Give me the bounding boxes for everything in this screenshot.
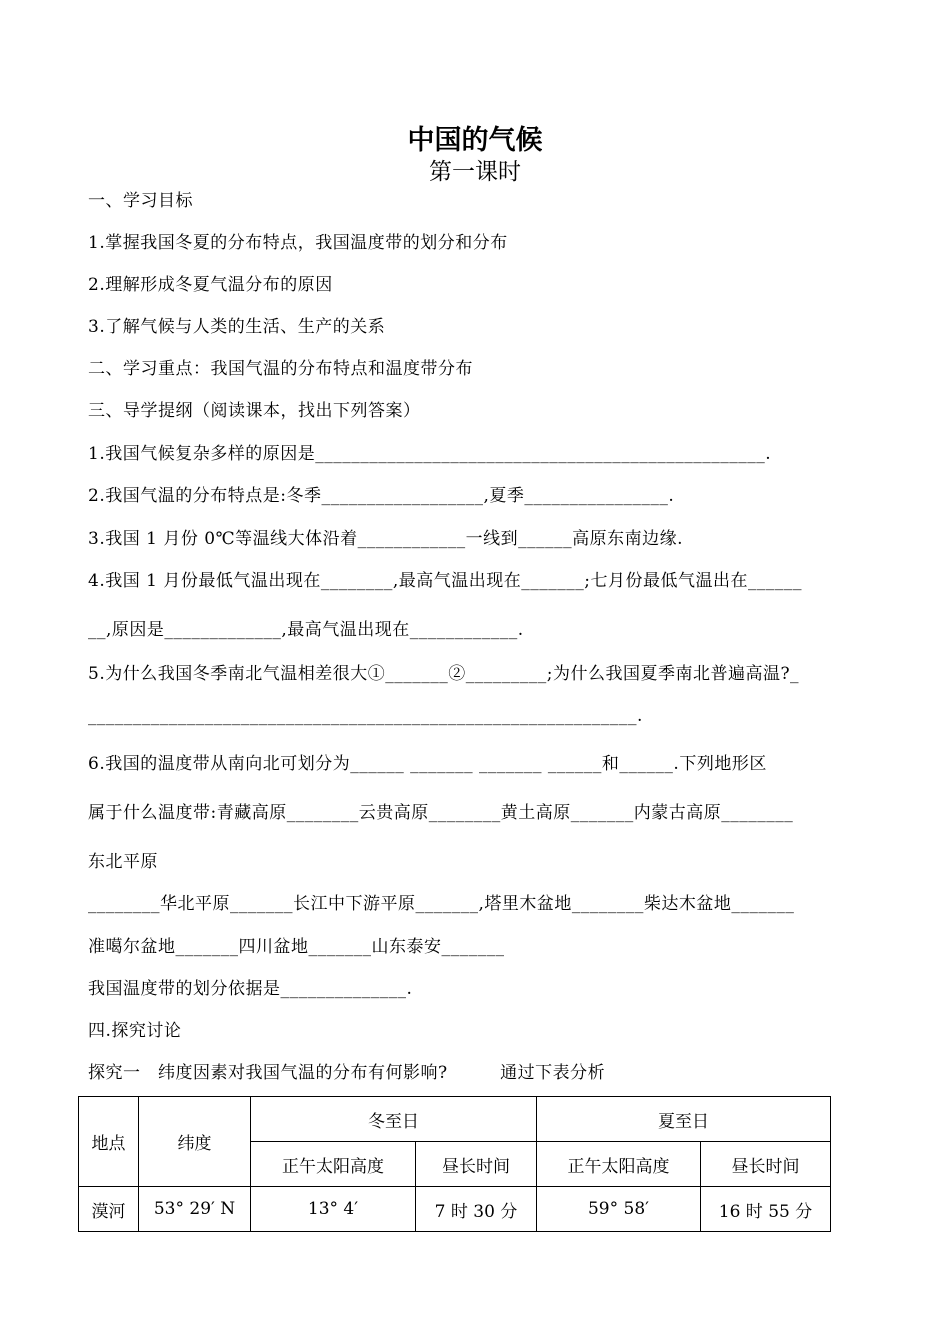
question-6-line-1: 6.我国的温度带从南向北可划分为______ _______ _______ ______和______.下列地形区: [88, 754, 767, 774]
inquiry-1-prompt: 探究一 纬度因素对我国气温的分布有何影响? 通过下表分析: [88, 1063, 606, 1083]
section-heading-discussion: 四.探究讨论: [88, 1021, 182, 1041]
question-6-line-4: ________华北平原_______长江中下游平原_______,塔里木盆地________柴达木盆地_______: [88, 894, 795, 914]
cell-latitude: 53° 29′ N: [139, 1187, 251, 1232]
header-summer-solstice: 夏至日: [537, 1097, 831, 1142]
question-1: 1.我国气候复杂多样的原因是__________________________________________________.: [88, 444, 772, 464]
solar-data-table: [78, 1096, 831, 1232]
question-4-line-2: __,原因是_____________,最高气温出现在____________.: [88, 620, 524, 640]
cell-winter-noon-sun: 13° 4′: [251, 1187, 416, 1232]
section-heading-outline: 三、导学提纲（阅读课本，找出下列答案）: [88, 401, 421, 421]
page-title: 中国的气候: [407, 125, 543, 156]
question-6-line-2: 属于什么温度带:青藏高原________云贵高原________黄土高原_______内蒙古高原________: [88, 803, 794, 823]
objective-3: 3.了解气候与人类的生活、生产的关系: [88, 317, 386, 337]
header-winter-noon-sun-angle: 正午太阳高度: [251, 1142, 416, 1187]
table-row: [79, 1187, 831, 1232]
cell-summer-daylight: 16 时 55 分: [701, 1187, 831, 1232]
header-summer-daylight: 昼长时间: [701, 1142, 831, 1187]
header-winter-solstice: 冬至日: [251, 1097, 537, 1142]
question-5-line-2: _____________________________________________________________.: [88, 706, 643, 726]
header-winter-daylight: 昼长时间: [416, 1142, 537, 1187]
section-heading-objectives: 一、学习目标: [88, 191, 193, 211]
cell-location: 漠河: [79, 1187, 139, 1232]
cell-summer-noon-sun: 59° 58′: [537, 1187, 701, 1232]
objective-2: 2.理解形成冬夏气温分布的原因: [88, 275, 333, 295]
header-latitude: 纬度: [139, 1097, 251, 1187]
page-subtitle: 第一课时: [429, 159, 521, 185]
cell-winter-daylight: 7 时 30 分: [416, 1187, 537, 1232]
question-6-line-3: 东北平原: [88, 852, 158, 872]
question-5-line-1: 5.为什么我国冬季南北气温相差很大①_______②_________;为什么我国夏季南北普遍高温?_: [88, 664, 800, 684]
header-summer-noon-sun-angle: 正午太阳高度: [537, 1142, 701, 1187]
question-6-line-5: 准噶尔盆地_______四川盆地_______山东泰安_______: [88, 937, 505, 957]
objective-1: 1.掌握我国冬夏的分布特点，我国温度带的划分和分布: [88, 233, 508, 253]
section-heading-key-points: 二、学习重点：我国气温的分布特点和温度带分布: [88, 359, 473, 379]
header-location: 地点: [79, 1097, 139, 1187]
question-6-line-6: 我国温度带的划分依据是______________.: [88, 979, 413, 999]
question-2: 2.我国气温的分布特点是:冬季__________________,夏季________________.: [88, 486, 675, 506]
question-4-line-1: 4.我国 1 月份最低气温出现在________,最高气温出现在_______;七月份最低气温出在______: [88, 571, 802, 591]
question-3: 3.我国 1 月份 0℃等温线大体沿着____________一线到______高原东南边缘.: [88, 529, 683, 549]
